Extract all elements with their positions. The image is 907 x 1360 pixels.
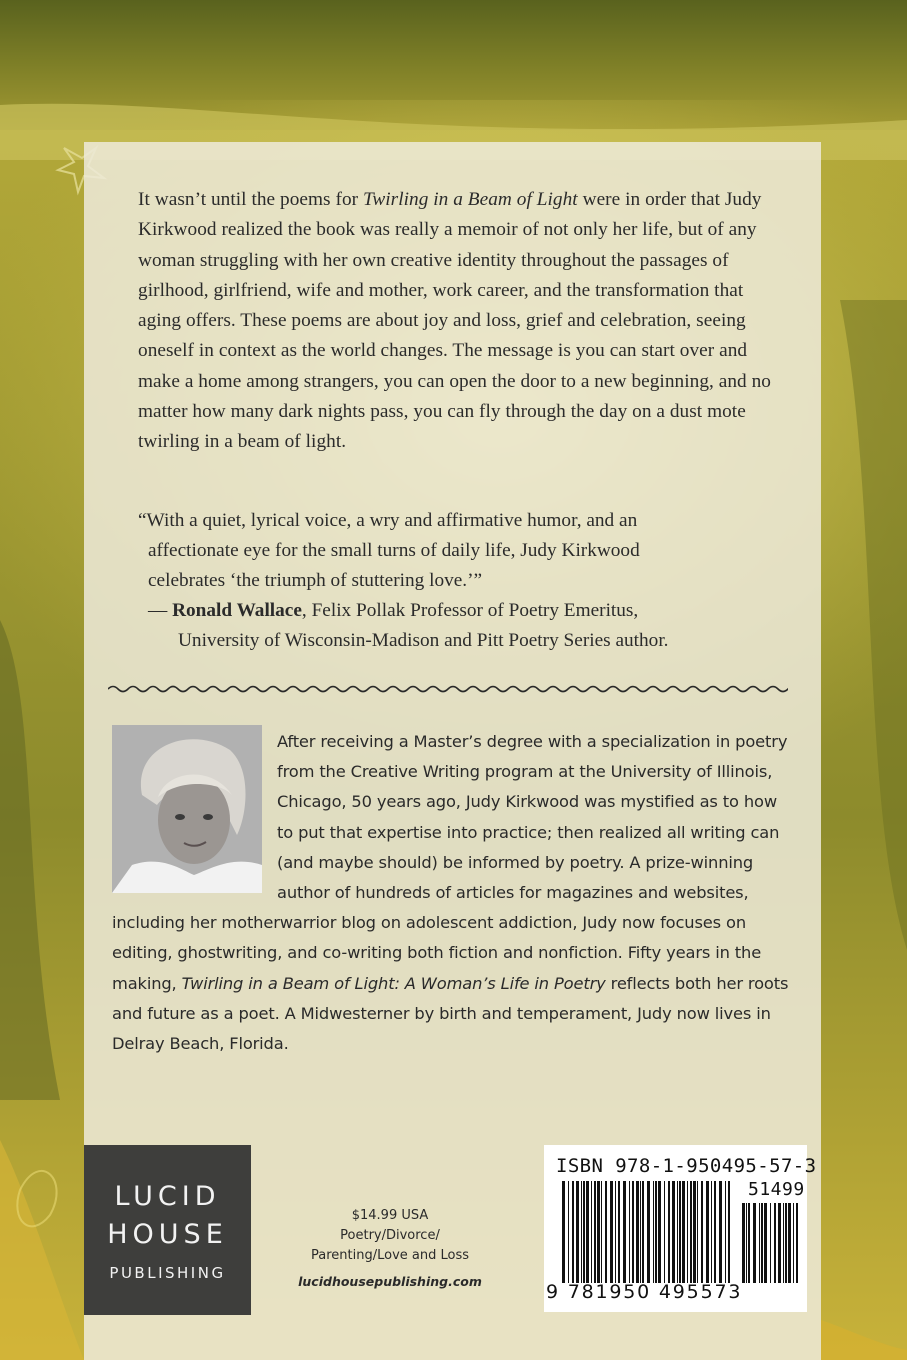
quote-line: “With a quiet, lyrical voice, a wry and affirmative humor, and an xyxy=(138,510,638,531)
publisher-logo xyxy=(84,1145,251,1315)
barcode-digits: 9 781950 495573 xyxy=(546,1281,743,1303)
book-description: It wasn’t until the poems for Twirling in a Beam of Light were in order that Judy Kirkwood realized the book was really a memoir of not only her life, but of any woman struggling with her own creative identity throughout the passages of girlhood, girlfriend, wife and mother, work career, and the transformation that aging offers. These poems are about joy and loss, grief and celebration, seeing oneself in context as the world changes. The message is you can start over and make a home among strangers, you can open the door to a new beginning, and no matter how many dark nights pass, you can fly through the day on a dust mote twirling in a beam of light. xyxy=(138,189,771,453)
quote-line: affectionate eye for the small turns of daily life, Judy Kirkwood xyxy=(148,540,640,561)
isbn-barcode xyxy=(544,1145,817,1312)
logo-line: HOUSE xyxy=(107,1219,228,1250)
category: Poetry/Divorce/ xyxy=(340,1228,440,1243)
price: $14.99 USA xyxy=(351,1208,429,1223)
quote-line: celebrates ‘the triumph of stuttering love.’” xyxy=(148,570,483,591)
publisher-website: lucidhousepublishing.com xyxy=(298,1274,482,1289)
quote-affiliation: University of Wisconsin-Madison and Pitt Poetry Series author. xyxy=(178,630,669,651)
price-code: 51499 xyxy=(748,1179,805,1200)
quote-author: Ronald Wallace xyxy=(172,600,302,621)
endorsement-quote xyxy=(138,506,788,656)
author-biography: After receiving a Master’s degree with a specialization in poetry from the Creative Writing program at the University of Illinois, Chicago, 50 years ago, Judy Kirkwood was mystified as to how to put that expertise into practice; then realized all writing can (and maybe should) be informed by poetry. A prize-winning author of hundreds of articles for magazines and websites, including her motherwarrior blog on adolescent addiction, Judy now focuses on editing, ghostwriting, and co-writing both fiction and nonfiction. Fifty years in the making, Twirling in a Beam of Light: A Woman’s Life in Poetry reflects both her roots and future as a poet. A Midwesterner by birth and temperament, Judy now lives in Delray Beach, Florida. xyxy=(112,732,789,1054)
category: Parenting/Love and Loss xyxy=(311,1248,469,1263)
wavy-divider xyxy=(108,682,788,696)
logo-line: PUBLISHING xyxy=(109,1264,226,1282)
price-and-category xyxy=(290,1206,490,1266)
isbn-number: ISBN 978-1-950495-57-3 xyxy=(556,1155,817,1177)
quote-attribution: — Ronald Wallace, Felix Pollak Professor of Poetry Emeritus, xyxy=(148,600,639,621)
logo-line: LUCID xyxy=(114,1181,221,1212)
